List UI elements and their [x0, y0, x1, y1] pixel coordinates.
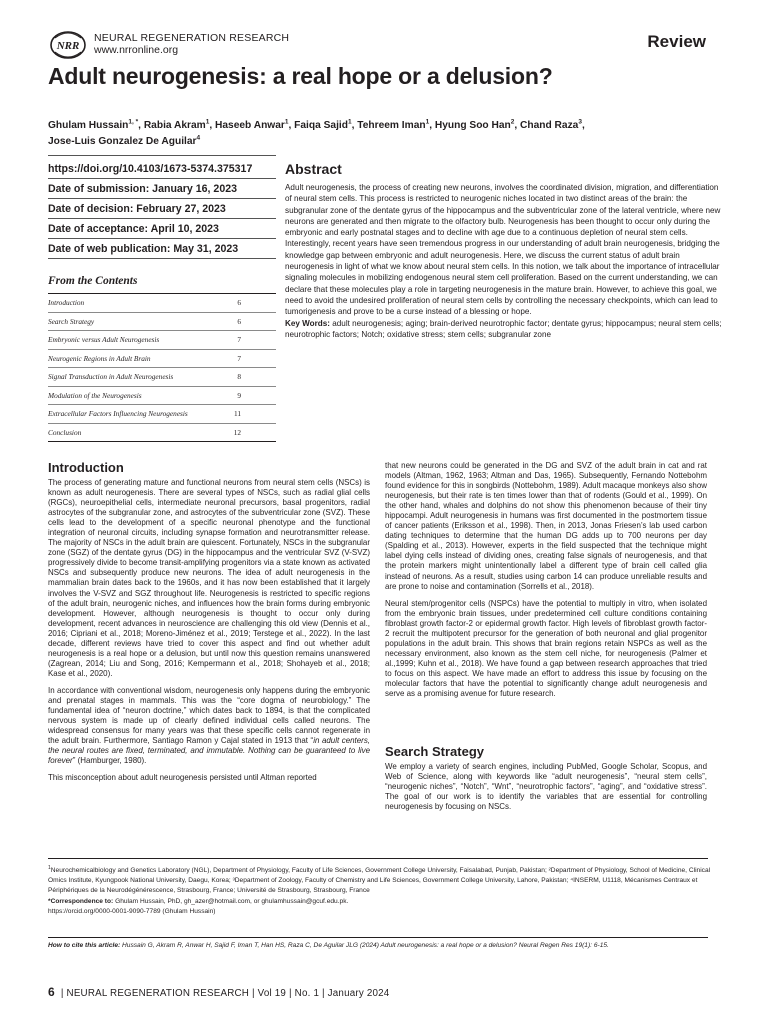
citation: [48, 941, 714, 951]
contents-heading: From the Contents: [48, 275, 138, 287]
keywords-label: Key Words:: [285, 318, 330, 328]
footnotes: $^1$Neurochemicalbiology and Genetics Laboratory (NGL), Department of Physiology, Faculty of Life Sciences, Government College University, Faisalabad, Punjab, Pakistan; ²Department of Physiology, School of Medicine, Clinical Omics Institute, Kyungpook National University, Daegu, Korea; ³Department of Zoology, Faculty of Chemistry and Life Sciences, Government College University, Lahore, Pakistan; ⁴INSERM, U1118, Mécanismes Centraux et Périphériques de la Neurodégénérescence, Strasbourg, France; Université de Strasbourg, Strasbourg, France *Correspondence to: Ghulam Hussain, PhD, gh_azer@hotmail.com, or ghulamhussain@gcuf.edu.pk. https://orcid.org/0000-0001-9090-7789 (Ghulam Hussain): [48, 864, 711, 915]
author-name: Jose-Luis Gonzalez De Aguilar: [48, 135, 197, 147]
date-acceptance: Date of acceptance: April 10, 2023: [48, 223, 219, 235]
date-submission: Date of submission: January 16, 2023: [48, 183, 237, 195]
meta-divider: [48, 218, 276, 219]
author-name: Tehreem Iman: [357, 120, 426, 131]
author-affil: 4: [196, 134, 201, 142]
author-affil: 1: [347, 118, 352, 126]
contents-item[interactable]: Signal Transduction in Adult Neurogenesis 8: [48, 368, 276, 387]
author-name: Haseeb Anwar: [215, 120, 285, 131]
author-name: Chand Raza: [520, 120, 579, 131]
author-affil: 1, *: [128, 118, 139, 126]
search-strategy-paragraph: We employ a variety of search engines, including PubMed, Google Scholar, Scopus, and Web of Science, along with keywords like “adult neurogenesis”, “neural stem cells”, “neurogenic niches”, “Notch”, “Wnt”, “neurotrophic factors”, “aging”, and “oxidative stress”. The goal of our work is to identify the variables that are essential for controlling neurogenesis by focusing on NSCs.: [385, 762, 707, 812]
contents-item[interactable]: Conclusion 12: [48, 424, 276, 443]
introduction-heading: Introduction: [48, 460, 124, 475]
footer-text: | NEURAL REGENERATION RESEARCH | Vol 19 | No. 1 | January 2024: [60, 988, 390, 999]
journal-name: NEURAL REGENERATION RESEARCH: [94, 32, 290, 44]
intro-paragraph-2: In accordance with conventional wisdom, neurogenesis only happens during the embryonic and prenatal stages in mammals. This was the “core dogma of neurobiology.” The fundamental idea of “neuron doctrine,” which dates back to 1894, is that the complicated nervous system is made up of clearly defined individual cells called neurons. The widespread consensus for many years was that these specific cells cannot regenerate in the adult brain. Furthermore, Santiago Ramon y Cajal stated in 1913 that “in adult centers, the neural routes are fixed, terminated, and immutable. Nothing can be guaranteed to live forever” (Hamburger, 1980).: [48, 685, 370, 766]
correspondence-label: *Correspondence to:: [48, 897, 114, 905]
page-footer: [48, 985, 389, 999]
author-affil: 1: [425, 118, 430, 126]
meta-divider: [48, 258, 276, 259]
cite-divider: [48, 937, 708, 938]
journal-url[interactable]: www.nrronline.org: [94, 44, 179, 56]
meta-divider: [48, 178, 276, 179]
affiliations: Neurochemicalbiology and Genetics Laboratory (NGL), Department of Physiology, Faculty of Life Sciences, Government College University, Faisalabad, Punjab, Pakistan; ²Department of Physiology, School of Medicine, Clinical Omics Institute, Kyungpook National University, Daegu, Korea; ³Department of Zoology, Faculty of Chemistry and Life Sciences, Government College University, Lahore, Pakistan; ⁴INSERM, U1118, Mécanismes Centraux et Périphériques de la Neurodégénérescence, Strasbourg, France; Université de Strasbourg, Strasbourg, France: [48, 867, 711, 895]
left-column: [48, 478, 370, 790]
search-strategy-text: [385, 762, 707, 819]
author-list: Ghulam Hussain$^{1, *}$, Rabia Akram$^1$, Haseeb Anwar$^1$, Faiqa Sajid$^1$, Tehreem Iman$^1$, Hyung Soo Han$^2$, Chand Raza$^3$, Jose-Luis Gonzalez De Aguilar$^4$: [48, 118, 585, 147]
search-strategy-heading: Search Strategy: [385, 744, 484, 759]
author-name: Hyung Soo Han: [434, 120, 511, 131]
contents-item[interactable]: Modulation of the Neurogenesis 9: [48, 387, 276, 406]
doi-link[interactable]: https://doi.org/10.4103/1673-5374.375317: [48, 163, 253, 175]
correspondence: Ghulam Hussain, PhD, gh_azer@hotmail.com, or ghulamhussain@gcuf.edu.pk.: [115, 897, 349, 905]
contents-table: [48, 293, 276, 442]
contents-item[interactable]: Search Strategy 6: [48, 313, 276, 332]
author-name: Ghulam Hussain: [48, 120, 129, 131]
abstract-body: Adult neurogenesis, the process of creating new neurons, involves the coordinated division, migration, and differentiation of neural stem cells. This process is restricted to neurogenic niches located in two distinct areas of the brain: the subgranular zone of the dentate gyrus of the hippocampus and the subventricular zone of the lateral ventricle, where new neurons are generated and then migrate to the olfactory bulb. Neurogenesis has been thought to occur only during the embryonic and early postnatal stages and to decline with age due to a continuous depletion of neural stem cells. Interestingly, recent years have seen tremendous progress in our understanding of adult brain neurogenesis, bridging the knowledge gap between embryonic and adult neurogenesis. Here, we discuss the current status of adult brain neurogenesis in light of what we know about neural stem cells. In this notion, we talk about the importance of intracellular signaling molecules in mobilizing endogenous neural stem cell proliferation. Based on the current understanding, we can declare that these molecules play a role in targeting neurogenesis in the mature brain. However, to achieve this goal, we need to avoid the undesired proliferation of neural stem cells by controlling the necessary checkpoints, which can lead to tumorigenesis and prove to be a curse instead of a blessing or hope.: [285, 183, 721, 317]
orcid-link[interactable]: https://orcid.org/0000-0001-9090-7789 (Ghulam Hussain): [48, 907, 216, 915]
author-affil: 1: [205, 118, 210, 126]
abstract-text: [285, 182, 723, 340]
cite-label: How to cite this article:: [48, 942, 121, 949]
logo-text: NRR: [56, 40, 80, 52]
contents-item[interactable]: Neurogenic Regions in Adult Brain 7: [48, 350, 276, 369]
keywords: adult neurogenesis; aging; brain-derived neurotrophic factor; dentate gyrus; hippocampus; neural stem cells; neurotrophic factors; Notch; oxidative stress; stem cells; subgranular zone: [285, 318, 722, 339]
meta-divider: [48, 155, 276, 156]
author-name: Faiqa Sajid: [294, 120, 348, 131]
right-column: [385, 461, 707, 706]
author-name: Rabia Akram: [143, 120, 206, 131]
author-affil: 2: [510, 118, 515, 126]
journal-logo: [49, 30, 87, 60]
section-label: Review: [647, 32, 706, 51]
intro-paragraph-1: The process of generating mature and functional neurons from neural stem cells (NSCs) is known as adult neurogenesis. There are several types of NSCs, such as radial glial cells (RGCs), neuroepithelial cells, intermediate neuronal precursors, basal progenitors, radial astrocytes of the subgranular zone, and astrocytes of the subventricular zone (SVZ). These cells lead to the development of a specific neuronal phenotype and the functional integration of neuronal circuits, including synapse formation and neurotransmitter release. The majority of NSCs in the adult brain are quiescent. Fortunately, NSCs in the subgranular zone (SGZ) of the dentate gyrus (DG) in the hippocampus and the ventricular SVZ (V-SVZ) progressively divide to become transit-amplifying progenitors via a state known as activated NSCs and subsequently produce new neurons. The idea of adult neurogenesis in the mammalian brain dates back to the 1960s, and it has now been established that it largely involves the V-SVZ and SGZ throughout life. Neurogenesis is restricted to specific regions of the adult brain, neurogenic niches, and influences how the brain forms during embryonic development. However, although neurogenesis is thought to occur only during development, recent advances in neuroscience are challenging this old view (Dennis et al., 2016; Cipriani et al., 2018; Moreno-Jiménez et al., 2019; Terstege et al., 2022). In the last decade, different reviews have tried to cover this aspect and find out whether adult neurogenesis is a real hope or a delusion, but until now this question remains unanswered (Zagrean, 2014; Liu and Song, 2016; Kempermann et al., 2018; Shohayeb et al., 2018; Kase et al., 2020).: [48, 478, 370, 678]
cajal-quote: in adult centers, the neural routes are fixed, terminated, and immutable. Nothing can be guaranteed to live forever: [48, 736, 370, 766]
article-title: Adult neurogenesis: a real hope or a delusion?: [48, 63, 553, 89]
page-number: 6: [48, 985, 55, 999]
cite-text: Hussain G, Akram R, Anwar H, Sajid F, Iman T, Han HS, Raza C, De Aguilar JLG (2024) Adult neurogenesis: a real hope or a delusion? Neural Regen Res 19(1): 6-15.: [122, 942, 609, 949]
date-web-publication: Date of web publication: May 31, 2023: [48, 243, 239, 255]
abstract-heading: Abstract: [285, 161, 342, 177]
right-paragraph-1: that new neurons could be generated in the DG and SVZ of the adult brain in cat and rat models (Altman, 1962, 1963; Altman and Das, 1965). Subsequently, Fernando Nottebohm found evidence for this in songbirds (Nottebohm, 1989). Adult macaque monkeys also show neurogenesis, but their rate is ten times lower than that of rodents (Gould et al., 1999). On the other hand, whales and dolphins do not show this phenomenon because of their tiny hippocampi. Adult neurogenesis in humans was first documented in the postmortem tissue of cancer patients (Eriksson et al., 1998). Then, in 2013, Jonas Friesen’s lab used carbon dating techniques to determine that the human DG adds up to 700 neurons per day (Spalding et al., 2013). However, experts in the field suspected that the technique might label dying cells instead of dividing ones, creating false signals of neurogenesis, and that the protein markers might unintentionally label a different type of brain cell called glia instead of neurons. As a result, studies using carbon 14 can produce unreliable results and are prone to noise and contamination (Sorrells et al., 2018).: [385, 461, 707, 591]
right-paragraph-2: Neural stem/progenitor cells (NSPCs) have the potential to multiply in vitro, when isolated from the embryonic brain tissues, under predetermined cell culture conditions containing fibroblast growth factor-2 or epidermal growth factor. High levels of fibroblast growth factor-2 recruit the multipotent precursor for the generation of both neuronal and glial progenitor populations in the adult brain. This shows that brain regions retain NSPCs as well as the necessary environment, also known as the stem cell niche, for neurogenesis (Palmer et al.,1999; Kuhn et al., 2018). We have found a gap between research approaches that tried to focus on this aspect. We have made an effort to address this issue by focusing on the molecular factors that have the potential to significantly change adult neurogenesis and serve as a promising avenue for future research.: [385, 598, 707, 699]
intro-paragraph-3: This misconception about adult neurogenesis persisted until Altman reported: [48, 773, 317, 783]
meta-divider: [48, 238, 276, 239]
author-affil: 3: [578, 118, 582, 126]
date-decision: Date of decision: February 27, 2023: [48, 203, 226, 215]
footnote-divider: [48, 858, 708, 859]
contents-item[interactable]: Embryonic versus Adult Neurogenesis 7: [48, 331, 276, 350]
author-affil: 1: [284, 118, 289, 126]
contents-item[interactable]: Introduction 6: [48, 294, 276, 313]
meta-divider: [48, 198, 276, 199]
contents-item[interactable]: Extracellular Factors Influencing Neurogenesis 11: [48, 405, 276, 424]
